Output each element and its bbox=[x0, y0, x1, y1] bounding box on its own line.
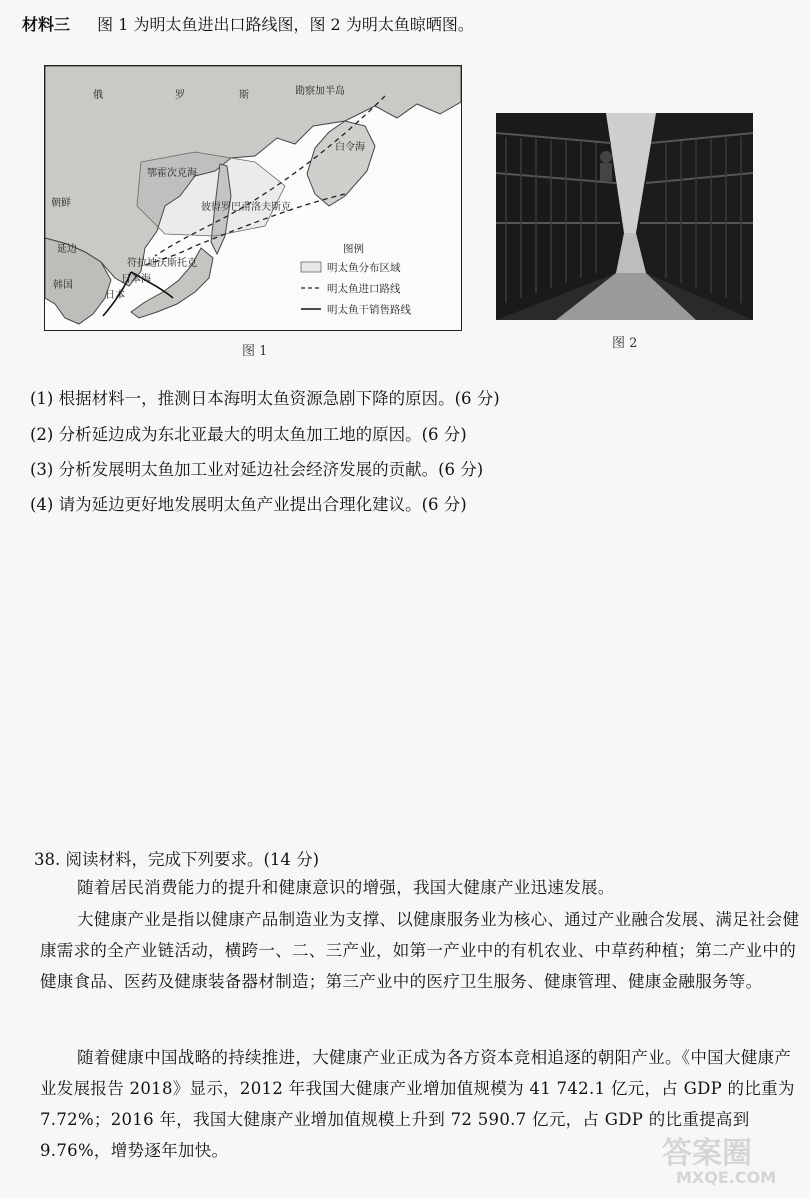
watermark-logo: 答案圈 bbox=[662, 1136, 752, 1171]
question-4: (4) 请为延边更好地发展明太鱼产业提出合理化建议。(6 分) bbox=[30, 495, 467, 514]
map-label-japan: 日本 bbox=[105, 290, 125, 301]
legend-item-distribution: 明太鱼分布区域 bbox=[327, 262, 401, 274]
legend-item-sales: 明太鱼干销售路线 bbox=[327, 304, 411, 316]
watermark-url: MXQE.COM bbox=[676, 1168, 777, 1187]
legend-item-import: 明太鱼进口路线 bbox=[327, 283, 401, 295]
question-1: (1) 根据材料一，推测日本海明太鱼资源急剧下降的原因。(6 分) bbox=[30, 389, 500, 408]
map-label-russia-2: 罗 bbox=[175, 90, 185, 101]
question-3: (3) 分析发展明太鱼加工业对延边社会经济发展的贡献。(6 分) bbox=[30, 460, 484, 479]
map-label-yanbian: 延边 bbox=[57, 244, 77, 255]
map-label-kamchatka: 勘察加半岛 bbox=[295, 86, 345, 97]
map-label-okhotsk: 鄂霍次克海 bbox=[147, 168, 197, 179]
map-label-russia-3: 斯 bbox=[239, 90, 249, 101]
map-label-north-korea: 朝鲜 bbox=[51, 198, 71, 209]
map-label-russia-1: 俄 bbox=[93, 90, 103, 101]
q38-paragraph-1: 随着居民消费能力的提升和健康意识的增强，我国大健康产业迅速发展。 bbox=[77, 878, 615, 897]
route-map-figure bbox=[44, 65, 462, 331]
material-label: 材料三 bbox=[22, 15, 71, 34]
material-intro: 图 1 为明太鱼进出口路线图，图 2 为明太鱼晾晒图。 bbox=[97, 15, 474, 34]
legend-title: 图例 bbox=[343, 243, 364, 255]
route-map bbox=[45, 66, 461, 330]
figure-2-caption: 图 2 bbox=[612, 336, 638, 351]
map-label-vladivostok: 符拉迪沃斯托克 bbox=[127, 258, 197, 269]
figure-1-caption: 图 1 bbox=[242, 344, 268, 359]
map-label-japan-sea: 日本海 bbox=[121, 274, 151, 285]
map-label-south-korea: 韩国 bbox=[53, 280, 73, 291]
question-2: (2) 分析延边成为东北亚最大的明太鱼加工地的原因。(6 分) bbox=[30, 425, 467, 444]
q38-paragraph-3: 随着健康中国战略的持续推进，大健康产业正成为各方资本竞相追逐的朝阳产业。《中国大健康产业发展报告 2018》显示，2012 年我国大健康产业增加值规模为 41 742.1 亿元，占 GDP 的比重为 7.72%；2016 年，我国大健康产业增加值规模上升到 72 590.7 亿元，占 GDP 的比重提高到 9.76%，增势逐年加快。 bbox=[40, 1048, 795, 1160]
q38-paragraph-2: 大健康产业是指以健康产品制造业为支撑、以健康服务业为核心、通过产业融合发展、满足社会健康需求的全产业链活动，横跨一、二、三产业，如第一产业中的有机农业、中草药种植；第二产业中的健康食品、医药及健康装备器材制造；第三产业中的医疗卫生服务、健康管理、健康金融服务等。 bbox=[40, 910, 800, 991]
map-label-petropavlovsk: 彼得罗巴甫洛夫斯克 bbox=[201, 202, 291, 213]
drying-photo-image bbox=[496, 113, 753, 320]
q38-heading: 38. 阅读材料，完成下列要求。(14 分) bbox=[34, 850, 320, 869]
drying-photo bbox=[496, 113, 753, 320]
material-header bbox=[22, 17, 474, 33]
map-label-bering: 白令海 bbox=[335, 142, 365, 153]
